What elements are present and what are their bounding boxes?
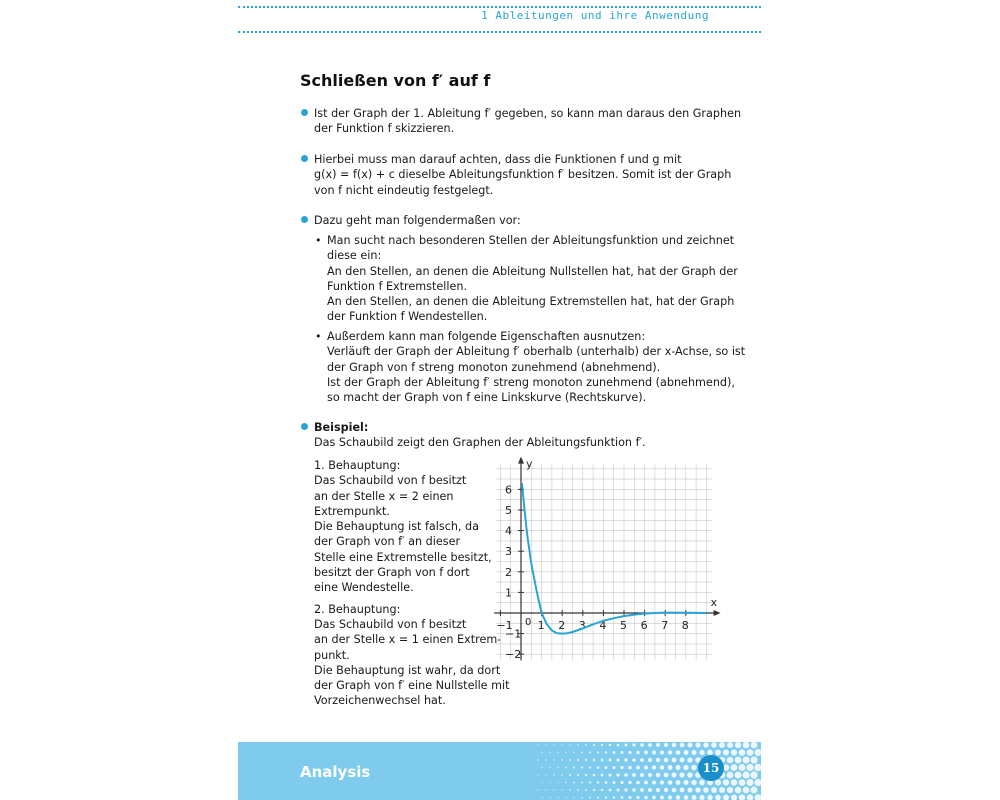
series-line	[522, 483, 706, 633]
halftone-dot	[719, 742, 725, 748]
halftone-dot	[715, 750, 721, 756]
halftone-dot	[557, 767, 558, 768]
halftone-dot	[711, 787, 717, 793]
section-name: Analysis	[300, 763, 371, 781]
x-tick-label: 2	[558, 619, 566, 632]
halftone-dot	[656, 758, 660, 762]
text-line: der Graph von f streng monoton zunehmend (abnehmend).	[327, 360, 661, 374]
halftone-dot	[545, 774, 546, 775]
x-axis-arrow	[714, 610, 721, 616]
halftone-dot	[621, 751, 624, 754]
halftone-dot	[565, 782, 566, 783]
footer-bar	[238, 742, 761, 800]
claim2-line: Vorzeichenwechsel hat.	[314, 694, 446, 708]
halftone-dot	[585, 789, 587, 791]
halftone-dot	[695, 742, 700, 747]
halftone-dot	[723, 795, 729, 800]
halftone-dot	[731, 779, 738, 786]
halftone-dot	[754, 749, 761, 756]
halftone-dot	[739, 779, 746, 786]
halftone-dot	[640, 773, 644, 777]
halftone-dot	[640, 788, 644, 792]
halftone-dot	[569, 759, 571, 761]
claim1-line: der Graph von f′ an dieser	[314, 535, 461, 549]
halftone-dot	[687, 772, 693, 778]
halftone-dot	[660, 796, 664, 800]
halftone-dot	[644, 765, 648, 769]
halftone-dot	[660, 765, 665, 770]
halftone-dot	[557, 782, 558, 783]
halftone-dot	[754, 764, 761, 771]
halftone-dot	[589, 797, 591, 799]
y-axis-label: y	[526, 457, 533, 471]
halftone-dot	[703, 787, 709, 793]
halftone-dot	[747, 794, 754, 800]
halftone-dot	[605, 796, 607, 798]
halftone-dot	[569, 789, 570, 790]
halftone-dot	[743, 787, 750, 794]
x-tick-label: 8	[681, 619, 689, 632]
claim1-line: Die Behauptung ist falsch, da	[314, 520, 480, 534]
halftone-dot	[672, 743, 676, 747]
halftone-dot	[691, 750, 696, 755]
halftone-dot	[605, 766, 608, 769]
halftone-dot	[676, 780, 681, 785]
halftone-dot	[644, 796, 647, 799]
x-tick-label: 1	[537, 619, 545, 632]
text-line: der Funktion f skizzieren.	[314, 122, 455, 136]
y-tick-label: 4	[505, 524, 512, 538]
halftone-dot	[565, 767, 567, 769]
halftone-dot	[755, 794, 762, 800]
x-tick-label: 5	[620, 619, 627, 632]
halftone-dot	[573, 752, 574, 753]
halftone-dot	[625, 744, 628, 747]
halftone-dot	[553, 744, 554, 745]
halftone-dot	[636, 751, 639, 754]
halftone-dot	[644, 751, 648, 755]
halftone-dot	[715, 795, 721, 800]
halftone-dot	[561, 774, 563, 776]
halftone-dot	[687, 787, 692, 792]
halftone-dot	[731, 794, 737, 800]
halftone-dot	[636, 766, 640, 770]
halftone-dot	[719, 787, 725, 793]
halftone-dot	[577, 759, 579, 761]
halftone-dot	[601, 789, 603, 791]
halftone-dot	[699, 795, 704, 800]
halftone-dot	[695, 787, 700, 792]
halftone-dot	[640, 758, 644, 762]
halftone-dot	[581, 797, 583, 799]
halftone-dot	[636, 796, 639, 799]
halftone-dot	[613, 781, 616, 784]
halftone-dot	[699, 750, 704, 755]
halftone-dot	[616, 758, 619, 761]
halftone-dot	[573, 782, 575, 784]
halftone-dot	[545, 789, 546, 790]
halftone-dot	[609, 744, 611, 746]
halftone-dot	[648, 743, 652, 747]
halftone-dot	[565, 752, 566, 753]
halftone-dot	[644, 781, 648, 785]
halftone-dot	[585, 759, 587, 761]
halftone-dot	[601, 759, 604, 762]
claim1-line: Extrempunkt.	[314, 504, 390, 518]
halftone-dot	[589, 752, 591, 754]
halftone-dot	[620, 766, 623, 769]
claim1-line: Stelle eine Extremstelle besitzt,	[314, 550, 492, 564]
halftone-dot	[754, 779, 761, 786]
halftone-dot	[640, 743, 643, 746]
claim2-line: punkt.	[314, 648, 350, 662]
claim1-line: an der Stelle x = 2 einen	[314, 489, 454, 503]
halftone-dot	[621, 796, 624, 799]
halftone-dot	[727, 757, 734, 764]
halftone-dot	[739, 794, 745, 800]
page-title: Schließen von f′ auf f	[300, 71, 491, 90]
chapter-title: 1 Ableitungen und ihre Anwendung	[481, 9, 709, 22]
halftone-dot	[652, 796, 656, 800]
halftone-dot	[597, 751, 599, 753]
halftone-dot	[711, 742, 717, 748]
halftone-dot	[684, 750, 689, 755]
halftone-dot	[593, 759, 595, 761]
halftone-dot	[573, 767, 575, 769]
halftone-dot	[569, 774, 571, 776]
halftone-dot	[577, 789, 579, 791]
halftone-dot	[672, 788, 677, 793]
text-line: so macht der Graph von f eine Linkskurve (Rechtskurve).	[327, 391, 647, 405]
halftone-dot	[617, 789, 620, 792]
halftone-dot	[589, 781, 591, 783]
halftone-dot	[561, 789, 562, 790]
halftone-dot	[739, 749, 746, 756]
halftone-dot	[632, 788, 635, 791]
example-intro: Das Schaubild zeigt den Graphen der Ableitungsfunktion f′.	[314, 436, 646, 450]
claim1-line: 1. Behauptung:	[314, 459, 401, 472]
halftone-dot	[671, 772, 676, 777]
halftone-dot	[620, 781, 623, 784]
halftone-dot	[545, 759, 546, 760]
halftone-dot	[656, 773, 661, 778]
y-tick-label: −2	[505, 648, 522, 662]
halftone-dot	[727, 787, 733, 793]
halftone-dot	[683, 780, 688, 785]
x-tick-label: 4	[599, 619, 607, 632]
text-line: Verläuft der Graph der Ableitung f′ oberhalb (unterhalb) der x-Achse, so ist	[327, 345, 746, 359]
origin-label: 0	[525, 617, 532, 628]
halftone-dot	[652, 780, 656, 784]
halftone-dot	[609, 759, 612, 762]
halftone-dot	[636, 781, 640, 785]
halftone-dot	[593, 774, 596, 777]
halftone-dot	[664, 788, 668, 792]
halftone-dot	[680, 743, 685, 748]
halftone-dot	[746, 779, 753, 786]
header-dotted-line-bottom	[238, 31, 761, 33]
halftone-dot	[545, 744, 546, 745]
halftone-dot	[739, 764, 746, 771]
halftone-dot	[656, 788, 660, 792]
claim2-line: Die Behauptung ist wahr, da dort	[314, 663, 501, 677]
halftone-dot	[561, 759, 562, 760]
y-tick-label: 1	[505, 586, 512, 600]
text-line: An den Stellen, an denen die Ableitung Extremstellen hat, hat der Graph	[327, 295, 735, 309]
halftone-dot	[648, 758, 652, 762]
halftone-dot	[553, 759, 554, 760]
header-dotted-line-top	[238, 6, 761, 8]
y-tick-label: −1	[505, 627, 522, 641]
halftone-dot	[664, 758, 669, 763]
x-tick-label: −1	[496, 619, 513, 632]
halftone-dot	[597, 797, 599, 799]
halftone-dot	[687, 757, 692, 762]
text-line: An den Stellen, an denen die Ableitung Nullstellen hat, hat der Graph der	[327, 264, 738, 278]
halftone-dot	[553, 789, 554, 790]
halftone-dot	[679, 757, 684, 762]
bullet-item	[300, 213, 720, 228]
halftone-dot	[683, 765, 688, 770]
halftone-dot	[616, 773, 619, 776]
claim1-line: Das Schaubild von f besitzt	[314, 474, 467, 488]
halftone-dot	[648, 773, 652, 777]
halftone-dot	[668, 765, 673, 770]
page-number: 15	[698, 755, 724, 781]
halftone-dot	[581, 782, 583, 784]
derivative-chart	[488, 457, 718, 662]
halftone-dot	[742, 756, 749, 763]
claim1-line: eine Wendestelle.	[314, 581, 414, 595]
halftone-dot	[692, 795, 697, 800]
y-tick-label: 3	[505, 545, 512, 559]
halftone-dot	[664, 743, 668, 747]
halftone-dot	[541, 752, 542, 753]
halftone-dot	[577, 744, 579, 746]
x-axis-label: x	[710, 596, 718, 609]
example-heading: Beispiel:	[314, 421, 369, 434]
halftone-dot	[581, 752, 583, 754]
halftone-dot	[750, 786, 757, 793]
halftone-dot	[613, 796, 615, 798]
claim2-line: an der Stelle x = 1 einen Extrem-	[314, 633, 502, 647]
halftone-dot	[672, 758, 677, 763]
halftone-dot	[549, 767, 550, 768]
halftone-dot	[617, 744, 620, 747]
halftone-dot	[675, 765, 680, 770]
bullet-dot-icon	[301, 155, 308, 162]
halftone-dot	[613, 751, 616, 754]
halftone-dot	[742, 771, 749, 778]
halftone-dot	[632, 758, 636, 762]
halftone-dot	[648, 788, 652, 792]
halftone-dot	[577, 774, 579, 776]
halftone-dot	[537, 744, 538, 745]
halftone-dot	[537, 789, 538, 790]
halftone-dot	[691, 780, 696, 785]
halftone-dot	[549, 782, 550, 783]
halftone-dot	[608, 773, 611, 776]
halftone-dot	[723, 749, 729, 755]
halftone-dot	[652, 765, 656, 769]
halftone-dot	[735, 742, 741, 748]
example-claims	[314, 458, 510, 709]
halftone-dot	[707, 795, 712, 800]
text-line: Hierbei muss man darauf achten, dass die Funktionen f und g mit	[314, 153, 682, 166]
halftone-dot	[750, 756, 757, 763]
bullet-dot-icon	[301, 216, 308, 223]
halftone-dot	[597, 781, 599, 783]
halftone-dot	[632, 743, 635, 746]
sub-item	[313, 329, 746, 405]
halftone-dot	[676, 795, 680, 799]
halftone-pattern	[538, 742, 761, 800]
halftone-dot	[679, 772, 684, 777]
halftone-dot	[549, 752, 550, 753]
y-tick-label: 2	[505, 565, 512, 579]
halftone-dot	[593, 789, 595, 791]
halftone-dot	[668, 750, 672, 754]
bullet-dot-icon	[301, 109, 308, 116]
x-tick-label: 6	[640, 619, 648, 632]
halftone-dot	[593, 744, 595, 746]
halftone-dot	[691, 765, 697, 771]
text-line: Funktion f Extremstellen.	[327, 279, 468, 293]
halftone-dot	[553, 774, 554, 775]
text-line: Ist der Graph der 1. Ableitung f′ gegeben, so kann man daraus den Graphen	[314, 107, 742, 120]
halftone-dot	[735, 772, 742, 779]
claim1-line: besitzt der Graph von f dort	[314, 566, 470, 580]
halftone-dot	[735, 787, 742, 794]
halftone-dot	[561, 744, 562, 745]
halftone-dot	[589, 766, 591, 768]
halftone-dot	[703, 742, 708, 747]
halftone-dot	[746, 764, 753, 771]
bullet-dot-icon	[301, 423, 308, 430]
text-line: Man sucht nach besonderen Stellen der Ableitungsfunktion und zeichnet	[327, 234, 735, 247]
halftone-dot	[723, 779, 729, 785]
halftone-dot	[664, 773, 669, 778]
halftone-dot	[715, 779, 721, 785]
halftone-dot	[549, 797, 550, 798]
halftone-dot	[585, 774, 587, 776]
y-axis-arrow	[518, 457, 524, 464]
halftone-dot	[581, 766, 583, 768]
halftone-dot	[751, 742, 758, 749]
halftone-dot	[624, 773, 628, 777]
halftone-dot	[660, 750, 664, 754]
halftone-dot	[585, 744, 587, 746]
halftone-dot	[731, 764, 738, 771]
halftone-dot	[557, 752, 558, 753]
x-tick-label: 7	[661, 619, 669, 632]
text-line: der Funktion f Wendestellen.	[327, 310, 488, 324]
halftone-dot	[668, 780, 673, 785]
halftone-dot	[573, 797, 574, 798]
sub-bullet-icon: •	[315, 330, 322, 343]
halftone-dot	[557, 797, 558, 798]
halftone-dot	[727, 772, 734, 779]
x-tick-label: 3	[578, 619, 586, 632]
halftone-dot	[612, 766, 615, 769]
halftone-dot	[680, 788, 685, 793]
halftone-dot	[537, 774, 538, 775]
text-line: von f nicht eindeutig festgelegt.	[314, 183, 494, 197]
halftone-dot	[624, 758, 627, 761]
halftone-dot	[565, 797, 566, 798]
halftone-dot	[609, 789, 612, 792]
bullet-item	[300, 152, 732, 198]
halftone-dot	[628, 781, 631, 784]
halftone-dot	[601, 744, 603, 746]
halftone-dot	[660, 780, 664, 784]
bullet-item	[300, 106, 742, 137]
text-line: Außerdem kann man folgende Eigenschaften ausnutzen:	[327, 330, 646, 343]
text-line: Dazu geht man folgendermaßen vor:	[314, 214, 521, 227]
text-line: diese ein:	[327, 249, 382, 263]
halftone-dot	[628, 766, 632, 770]
text-line: g(x) = f(x) + c dieselbe Ableitungsfunktion f′ besitzen. Somit ist der Graph	[314, 168, 732, 182]
halftone-dot	[629, 796, 632, 799]
halftone-dot	[684, 795, 689, 800]
halftone-dot	[541, 782, 542, 783]
halftone-dot	[727, 742, 733, 748]
y-tick-label: 6	[505, 483, 512, 497]
halftone-dot	[747, 749, 754, 756]
claim2-line: Das Schaubild von f besitzt	[314, 617, 467, 631]
example-item	[300, 420, 720, 451]
claim2-line: der Graph von f′ eine Nullstelle mit	[314, 679, 510, 693]
claim2-line: 2. Behauptung:	[314, 602, 401, 616]
halftone-dot	[537, 759, 538, 760]
halftone-dot	[628, 751, 631, 754]
halftone-dot	[743, 742, 750, 749]
sub-bullet-icon: •	[315, 234, 322, 247]
halftone-dot	[632, 773, 636, 777]
halftone-dot	[668, 795, 672, 799]
halftone-dot	[731, 749, 737, 755]
halftone-dot	[597, 766, 600, 769]
halftone-dot	[652, 751, 656, 755]
halftone-dot	[676, 750, 681, 755]
text-line: Ist der Graph der Ableitung f′ streng monoton zunehmend (abnehmend),	[327, 375, 735, 389]
halftone-dot	[656, 743, 660, 747]
halftone-dot	[699, 780, 705, 786]
halftone-dot	[605, 781, 608, 784]
halftone-dot	[569, 744, 570, 745]
halftone-dot	[624, 788, 627, 791]
halftone-dot	[688, 743, 693, 748]
halftone-dot	[541, 767, 542, 768]
halftone-dot	[541, 797, 542, 798]
halftone-dot	[605, 751, 607, 753]
halftone-dot	[750, 771, 757, 778]
halftone-dot	[601, 774, 604, 777]
y-tick-label: 5	[505, 504, 512, 517]
sub-item	[313, 233, 738, 325]
halftone-dot	[735, 757, 742, 764]
